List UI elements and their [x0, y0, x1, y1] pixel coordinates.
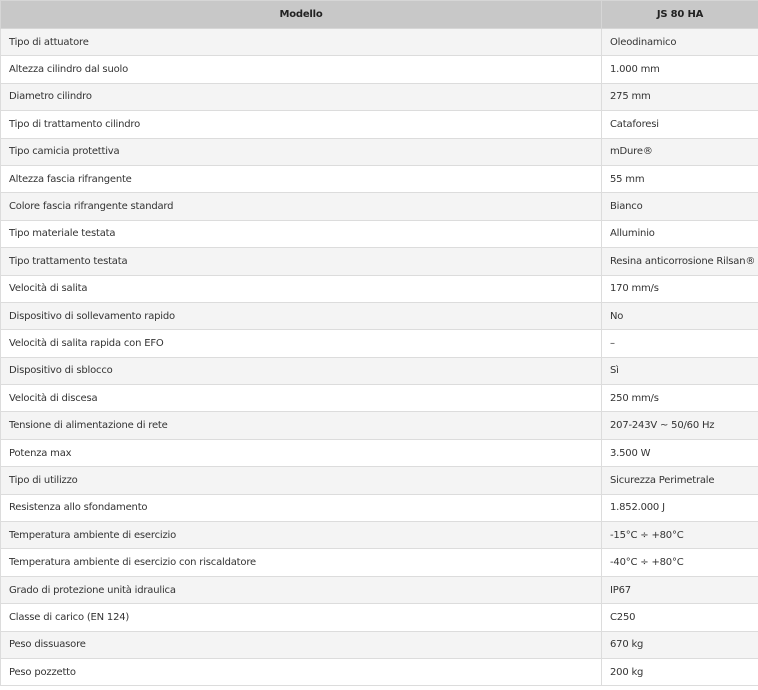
spec-value: No — [602, 302, 758, 329]
table-row — [1, 111, 758, 138]
spec-value: – — [602, 330, 758, 357]
spec-label: Altezza fascia rifrangente — [1, 165, 602, 192]
spec-value: 55 mm — [602, 165, 758, 192]
table-row — [1, 330, 758, 357]
table-row — [1, 604, 758, 631]
table-row — [1, 83, 758, 110]
spec-label: Temperatura ambiente di esercizio — [1, 522, 602, 549]
spec-value: 275 mm — [602, 83, 758, 110]
spec-value: 207-243V ~ 50/60 Hz — [602, 412, 758, 439]
spec-label: Altezza cilindro dal suolo — [1, 56, 602, 83]
spec-label: Tipo di attuatore — [1, 29, 602, 56]
spec-value: 1.000 mm — [602, 56, 758, 83]
table-row — [1, 275, 758, 302]
spec-value: Resina anticorrosione Rilsan® — [602, 248, 758, 275]
table-row — [1, 439, 758, 466]
spec-value: C250 — [602, 604, 758, 631]
spec-label: Dispositivo di sblocco — [1, 357, 602, 384]
spec-label: Velocità di salita rapida con EFO — [1, 330, 602, 357]
table-row — [1, 658, 758, 685]
spec-label: Peso dissuasore — [1, 631, 602, 658]
spec-value: 1.852.000 J — [602, 494, 758, 521]
spec-label: Potenza max — [1, 439, 602, 466]
spec-value: -40°C ÷ +80°C — [602, 549, 758, 576]
table-row — [1, 576, 758, 603]
spec-label: Tipo materiale testata — [1, 220, 602, 247]
spec-label: Tipo di trattamento cilindro — [1, 111, 602, 138]
spec-value: Bianco — [602, 193, 758, 220]
spec-value: 250 mm/s — [602, 385, 758, 412]
table-row — [1, 467, 758, 494]
table-row — [1, 522, 758, 549]
table-row — [1, 494, 758, 521]
spec-value: Sicurezza Perimetrale — [602, 467, 758, 494]
table-row — [1, 412, 758, 439]
table-row — [1, 138, 758, 165]
header-model-label: Modello — [1, 1, 602, 29]
table-body — [1, 29, 758, 686]
spec-value: Cataforesi — [602, 111, 758, 138]
spec-label: Tipo di utilizzo — [1, 467, 602, 494]
table-row — [1, 631, 758, 658]
spec-label: Colore fascia rifrangente standard — [1, 193, 602, 220]
spec-label: Velocità di discesa — [1, 385, 602, 412]
header-model-value: JS 80 HA — [602, 1, 758, 29]
spec-label: Classe di carico (EN 124) — [1, 604, 602, 631]
table-row — [1, 385, 758, 412]
spec-label: Diametro cilindro — [1, 83, 602, 110]
spec-label: Tipo trattamento testata — [1, 248, 602, 275]
spec-label: Dispositivo di sollevamento rapido — [1, 302, 602, 329]
table-row — [1, 302, 758, 329]
table-row — [1, 549, 758, 576]
spec-label: Velocità di salita — [1, 275, 602, 302]
table-row — [1, 165, 758, 192]
table-row — [1, 220, 758, 247]
spec-label: Grado di protezione unità idraulica — [1, 576, 602, 603]
table-row — [1, 29, 758, 56]
table-row — [1, 357, 758, 384]
spec-label: Tipo camicia protettiva — [1, 138, 602, 165]
table-row — [1, 193, 758, 220]
spec-value: -15°C ÷ +80°C — [602, 522, 758, 549]
table-header-row — [1, 1, 758, 29]
spec-label: Temperatura ambiente di esercizio con riscaldatore — [1, 549, 602, 576]
spec-value: 3.500 W — [602, 439, 758, 466]
spec-value: Alluminio — [602, 220, 758, 247]
spec-value: 200 kg — [602, 658, 758, 685]
spec-value: Sì — [602, 357, 758, 384]
spec-value: 670 kg — [602, 631, 758, 658]
spec-label: Peso pozzetto — [1, 658, 602, 685]
table-row — [1, 248, 758, 275]
spec-value: Oleodinamico — [602, 29, 758, 56]
spec-value: 170 mm/s — [602, 275, 758, 302]
spec-value: mDure® — [602, 138, 758, 165]
spec-label: Tensione di alimentazione di rete — [1, 412, 602, 439]
spec-label: Resistenza allo sfondamento — [1, 494, 602, 521]
table-row — [1, 56, 758, 83]
spec-value: IP67 — [602, 576, 758, 603]
